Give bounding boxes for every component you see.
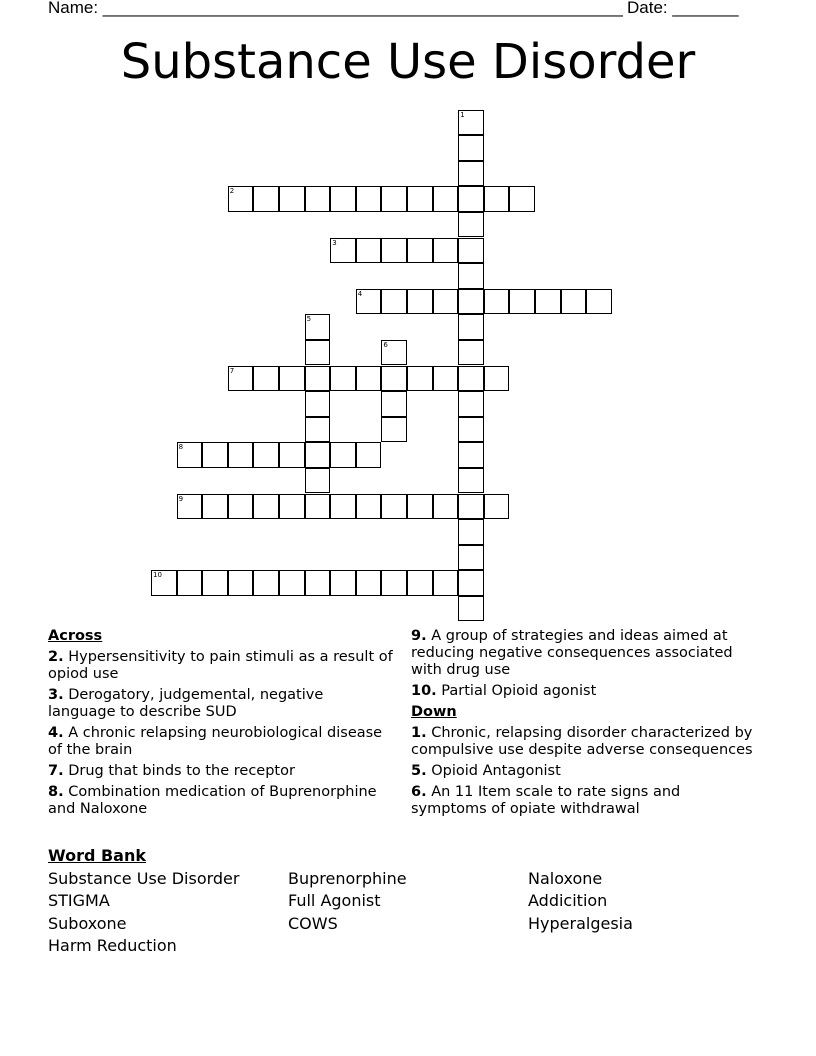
crossword-cell[interactable]: [381, 238, 407, 264]
crossword-cell[interactable]: [458, 570, 484, 596]
word-bank-item: Full Agonist: [288, 891, 381, 910]
crossword-cell[interactable]: [305, 391, 331, 417]
clue-number: 3.: [48, 687, 64, 703]
crossword-cell[interactable]: [433, 366, 459, 392]
crossword-cell[interactable]: [407, 494, 433, 520]
clue-across-10: [411, 683, 756, 700]
clue-across-2: [48, 649, 393, 683]
clue-number: 7.: [48, 763, 64, 779]
crossword-cell[interactable]: [330, 494, 356, 520]
clue-number: 5.: [411, 763, 427, 779]
crossword-cell[interactable]: [458, 161, 484, 187]
crossword-cell[interactable]: [279, 494, 305, 520]
crossword-cell[interactable]: [356, 570, 382, 596]
crossword-cell[interactable]: [381, 289, 407, 315]
crossword-cell[interactable]: [458, 545, 484, 571]
crossword-cell[interactable]: [381, 366, 407, 392]
clue-down-6: [411, 784, 756, 818]
crossword-cell[interactable]: [356, 494, 382, 520]
crossword-cell[interactable]: [458, 494, 484, 520]
crossword-cell[interactable]: [228, 570, 254, 596]
crossword-cell[interactable]: [330, 442, 356, 468]
crossword-cell[interactable]: [381, 391, 407, 417]
crossword-cell[interactable]: [407, 570, 433, 596]
crossword-cell[interactable]: [458, 417, 484, 443]
clues-left-column: [48, 628, 393, 822]
word-bank-item: Substance Use Disorder: [48, 868, 240, 888]
crossword-cell[interactable]: [407, 366, 433, 392]
crossword-cell[interactable]: [305, 186, 331, 212]
clue-across-8: [48, 784, 393, 818]
word-bank-item: Suboxone: [48, 913, 127, 933]
crossword-cell[interactable]: [458, 186, 484, 212]
crossword-cell[interactable]: [202, 570, 228, 596]
clue-text: Chronic, relapsing disorder characterized by compulsive use despite adverse consequences: [411, 725, 753, 758]
crossword-cell[interactable]: [586, 289, 612, 315]
clue-across-3: [48, 687, 393, 721]
crossword-cell[interactable]: [381, 186, 407, 212]
crossword-cell[interactable]: [279, 186, 305, 212]
clue-number: 1.: [411, 725, 427, 741]
clue-text: Partial Opioid agonist: [441, 683, 597, 699]
name-field[interactable]: Name: _______________________________________________________: [48, 0, 623, 17]
clue-number: 4.: [48, 725, 64, 741]
crossword-cell[interactable]: [458, 212, 484, 238]
crossword-cell[interactable]: [509, 186, 535, 212]
crossword-cell[interactable]: [305, 494, 331, 520]
crossword-cell[interactable]: [305, 442, 331, 468]
crossword-cell[interactable]: [356, 238, 382, 264]
crossword-cell[interactable]: [228, 494, 254, 520]
crossword-cell[interactable]: [279, 570, 305, 596]
clue-number-label: 4: [357, 289, 363, 298]
crossword-cell[interactable]: [458, 263, 484, 289]
word-bank-list: [48, 868, 768, 958]
crossword-cell[interactable]: [433, 494, 459, 520]
crossword-cell[interactable]: [484, 366, 510, 392]
date-field[interactable]: Date: _______: [627, 0, 739, 17]
crossword-cell[interactable]: [458, 314, 484, 340]
crossword-cell[interactable]: [433, 570, 459, 596]
crossword-cell[interactable]: [381, 570, 407, 596]
clue-number-label: 9: [178, 494, 184, 503]
crossword-cell[interactable]: [407, 289, 433, 315]
crossword-cell[interactable]: [458, 442, 484, 468]
word-bank-item: STIGMA: [48, 891, 110, 910]
clue-across-7: [48, 763, 393, 780]
clues-right-column: [411, 628, 756, 822]
crossword-cell[interactable]: [253, 570, 279, 596]
crossword-cell[interactable]: [305, 570, 331, 596]
crossword-cell[interactable]: [228, 442, 254, 468]
clue-text: A chronic relapsing neurobiological disease of the brain: [48, 725, 383, 758]
clue-number-label: 6: [383, 340, 388, 349]
clue-text: Hypersensitivity to pain stimuli as a result of opiod use: [48, 649, 393, 682]
crossword-cell[interactable]: [202, 494, 228, 520]
crossword-cell[interactable]: [458, 289, 484, 315]
crossword-cell[interactable]: [458, 238, 484, 264]
crossword-cell[interactable]: [202, 442, 228, 468]
crossword-cell[interactable]: [305, 417, 331, 443]
crossword-cell[interactable]: [458, 519, 484, 545]
crossword-cell[interactable]: [535, 289, 561, 315]
crossword-cell[interactable]: [433, 186, 459, 212]
clue-number-label: 5: [306, 315, 312, 324]
crossword-cell[interactable]: [305, 366, 331, 392]
page-title: Substance Use Disorder: [120, 34, 696, 90]
crossword-cell[interactable]: [356, 186, 382, 212]
clue-number-label: 3: [332, 238, 337, 247]
word-bank-item: Hyperalgesia: [528, 913, 633, 933]
crossword-cell[interactable]: [407, 238, 433, 264]
crossword-cell[interactable]: [330, 186, 356, 212]
crossword-cell[interactable]: [253, 366, 279, 392]
word-bank-item: Buprenorphine: [288, 868, 407, 888]
clue-number: 2.: [48, 649, 64, 665]
clue-number-label: 7: [229, 366, 235, 375]
crossword-cell[interactable]: [484, 289, 510, 315]
crossword-cell[interactable]: [305, 468, 331, 494]
crossword-cell[interactable]: [356, 366, 382, 392]
clue-text: Combination medication of Buprenorphine and Naloxone: [48, 784, 377, 817]
crossword-cell[interactable]: [458, 391, 484, 417]
crossword-cell[interactable]: [305, 340, 331, 366]
clue-text: An 11 Item scale to rate signs and symptoms of opiate withdrawal: [411, 784, 681, 817]
crossword-cell[interactable]: [330, 366, 356, 392]
crossword-cell[interactable]: [433, 289, 459, 315]
word-bank: [48, 845, 768, 958]
crossword-cell[interactable]: [458, 135, 484, 161]
clue-number: 9.: [411, 628, 427, 644]
clue-number-label: 8: [178, 443, 184, 452]
word-bank-item: Naloxone: [528, 868, 603, 888]
crossword-cell[interactable]: [381, 417, 407, 443]
crossword-cell[interactable]: [279, 366, 305, 392]
crossword-cell[interactable]: [279, 442, 305, 468]
clue-number-label: 10: [153, 571, 162, 580]
clue-down-1: [411, 725, 756, 759]
crossword-cell[interactable]: [458, 340, 484, 366]
crossword-cell[interactable]: [330, 570, 356, 596]
word-bank-item: Addicition: [528, 891, 608, 910]
crossword-cell[interactable]: [177, 570, 203, 596]
clue-text: Derogatory, judgemental, negative language to describe SUD: [48, 687, 324, 720]
clue-text: Opioid Antagonist: [431, 763, 561, 779]
crossword-cell[interactable]: [458, 366, 484, 392]
clue-number: 10.: [411, 683, 437, 699]
crossword-cell[interactable]: [433, 238, 459, 264]
crossword-cell[interactable]: [253, 186, 279, 212]
crossword-cell[interactable]: [407, 186, 433, 212]
clue-text: A group of strategies and ideas aimed at reducing negative consequences associated with drug use: [411, 628, 733, 678]
word-bank-heading: Word Bank: [48, 846, 147, 865]
crossword-cell[interactable]: [509, 289, 535, 315]
crossword-cell[interactable]: [561, 289, 587, 315]
down-heading: Down: [411, 704, 457, 720]
across-heading: Across: [48, 628, 103, 644]
crossword-cell[interactable]: [458, 468, 484, 494]
crossword-cell[interactable]: [356, 442, 382, 468]
clue-number: 8.: [48, 784, 64, 800]
clue-across-4: [48, 725, 393, 759]
word-bank-item: COWS: [288, 913, 338, 933]
word-bank-item: Harm Reduction: [48, 936, 177, 955]
crossword-cell[interactable]: [484, 494, 510, 520]
clue-number-label: 2: [229, 187, 235, 196]
crossword-cell[interactable]: [253, 442, 279, 468]
crossword-cell[interactable]: [484, 186, 510, 212]
clue-number-label: 1: [460, 110, 465, 119]
clue-down-5: [411, 763, 756, 780]
crossword-cell[interactable]: [458, 596, 484, 622]
clue-across-9: [411, 628, 756, 679]
crossword-cell[interactable]: [381, 494, 407, 520]
crossword-cell[interactable]: [253, 494, 279, 520]
clue-text: Drug that binds to the receptor: [68, 763, 295, 779]
clue-number: 6.: [411, 784, 427, 800]
